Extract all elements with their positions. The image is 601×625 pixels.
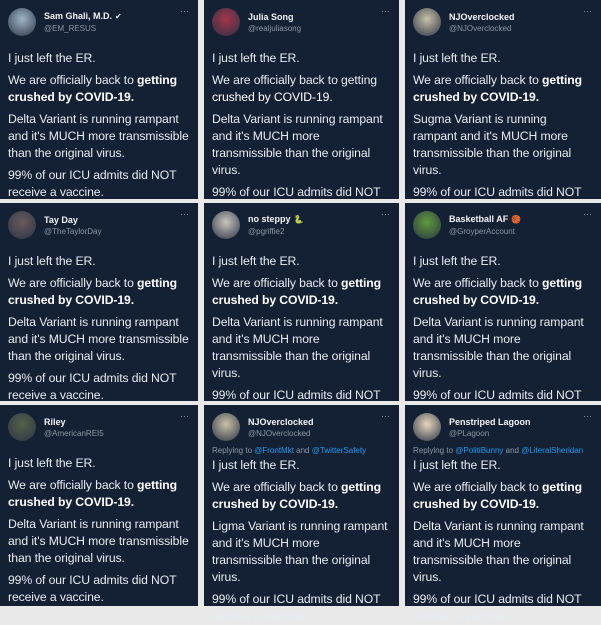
text-span: We are officially back to bbox=[413, 480, 543, 494]
user-names bbox=[44, 9, 122, 35]
tweet-header bbox=[413, 209, 593, 241]
avatar[interactable] bbox=[8, 8, 36, 36]
tweet-header bbox=[413, 6, 593, 38]
tweet-header bbox=[8, 6, 190, 38]
avatar[interactable] bbox=[212, 211, 240, 239]
text-span: We are officially back to getting bbox=[212, 73, 377, 87]
bold-text: . bbox=[535, 90, 540, 104]
bold-text: crushed by COVID-19. bbox=[212, 90, 333, 104]
user-handle[interactable]: @EM_RESUS bbox=[44, 24, 97, 33]
display-name[interactable]: Sam Ghali, M.D. bbox=[44, 11, 113, 21]
tweet-paragraph: 99% of our ICU admits did NOT receive a vaccine. bbox=[413, 592, 582, 623]
bold-text: getting crushed by COVID-19 bbox=[212, 276, 381, 307]
bold-text: . bbox=[130, 293, 135, 307]
tweet-paragraph: 99% of our ICU admits did NOT bbox=[212, 388, 381, 402]
name-badge-icon: ✔ bbox=[115, 12, 122, 21]
tweet-header bbox=[8, 209, 190, 241]
tweet-paragraph bbox=[413, 479, 593, 513]
tweet-paragraph bbox=[212, 275, 391, 309]
tweet-paragraph: Delta Variant is running rampant and it's MUCH more transmissible than the original virus. bbox=[212, 112, 383, 177]
tweet-paragraph bbox=[8, 275, 190, 309]
tweet-paragraph: Delta Variant is running rampant and it's MUCH more transmissible than the original virus. bbox=[8, 517, 189, 565]
tweet-paragraph: Ligma Variant is running rampant and it's MUCH more transmissible than the original virus. bbox=[212, 519, 388, 584]
bold-text: . bbox=[130, 90, 135, 104]
bold-text: getting crushed by COVID-19 bbox=[8, 478, 177, 509]
bold-text: . bbox=[535, 293, 540, 307]
tweet-text bbox=[212, 50, 391, 218]
replying-prefix: Replying to bbox=[413, 446, 456, 455]
user-names bbox=[449, 415, 534, 440]
more-options-icon[interactable]: ··· bbox=[180, 411, 189, 421]
tweet-paragraph: Delta Variant is running rampant and it's MUCH more transmissible than the original virus. bbox=[413, 315, 584, 380]
user-handle[interactable]: @AmericanREI5 bbox=[44, 428, 104, 438]
tweet-paragraph: Delta Variant is running rampant and it's MUCH more transmissible than the original virus. bbox=[8, 112, 189, 160]
tweet-header bbox=[212, 209, 391, 241]
mention-link[interactable]: @FrontMkt bbox=[254, 446, 294, 455]
tweet-paragraph: Delta Variant is running rampant and it's MUCH more transmissible than the original virus. bbox=[413, 519, 584, 584]
tweet-header bbox=[212, 6, 391, 38]
tweet-header bbox=[413, 411, 593, 443]
tweet-paragraph bbox=[8, 72, 190, 106]
tweet-paragraph: 99% of our ICU admits did NOT bbox=[212, 185, 381, 199]
tweet-text bbox=[8, 455, 190, 606]
text-span: We are officially back to bbox=[413, 276, 543, 290]
display-name[interactable]: Basketball AF bbox=[449, 214, 509, 224]
tweet-paragraph bbox=[212, 72, 391, 106]
tweet-paragraph: 99% of our ICU admits did NOT receive a vaccine. bbox=[212, 592, 381, 623]
tweet-paragraph: I just left the ER. bbox=[212, 51, 300, 65]
user-names bbox=[44, 415, 104, 440]
user-handle[interactable]: @NJOverclocked bbox=[449, 23, 512, 33]
tweet-paragraph: 99% of our ICU admits did NOT receive a vaccine. bbox=[8, 168, 177, 199]
user-names bbox=[248, 212, 303, 238]
display-name[interactable]: Riley bbox=[44, 416, 66, 427]
more-options-icon[interactable]: ··· bbox=[180, 6, 189, 16]
tweet-paragraph bbox=[8, 477, 190, 511]
text-span: We are officially back to bbox=[8, 73, 138, 87]
tweet-text bbox=[212, 457, 391, 625]
tweet-paragraph: I just left the ER. bbox=[413, 254, 501, 268]
tweet-card bbox=[405, 0, 601, 199]
tweet-paragraph bbox=[212, 479, 391, 513]
tweet-text bbox=[413, 457, 593, 625]
more-options-icon[interactable]: ··· bbox=[381, 6, 390, 16]
bold-text: . bbox=[334, 497, 339, 511]
display-name[interactable]: NJOverclocked bbox=[248, 416, 314, 427]
name-badge-icon: 🐍 bbox=[293, 215, 304, 224]
user-handle[interactable]: @GroyperAccount bbox=[449, 227, 515, 236]
bold-text: getting crushed by COVID-19 bbox=[413, 480, 582, 511]
tweet-paragraph: I just left the ER. bbox=[8, 51, 96, 65]
tweet-text bbox=[413, 50, 593, 218]
user-names bbox=[449, 10, 518, 35]
tweet-card bbox=[0, 405, 198, 606]
replying-and: and bbox=[293, 446, 312, 455]
user-names bbox=[248, 10, 301, 35]
tweet-paragraph: I just left the ER. bbox=[212, 458, 300, 472]
bold-text: getting crushed by COVID-19 bbox=[413, 73, 582, 104]
tweet-paragraph bbox=[413, 275, 593, 309]
more-options-icon[interactable]: ··· bbox=[583, 209, 592, 219]
avatar[interactable] bbox=[413, 8, 441, 36]
tweet-paragraph: 99% of our ICU admits did NOT receive a vaccine. bbox=[8, 371, 177, 402]
tweet-paragraph: Sugma Variant is running rampant and it's MUCH more transmissible than the original virus. bbox=[413, 112, 572, 177]
replying-prefix: Replying to bbox=[212, 446, 255, 455]
mention-link[interactable]: @PolitiBunny bbox=[455, 446, 504, 455]
tweet-header bbox=[8, 411, 190, 443]
bold-text: getting crushed by COVID-19 bbox=[8, 73, 177, 104]
more-options-icon[interactable]: ··· bbox=[583, 6, 592, 16]
text-span: We are officially back to bbox=[413, 73, 543, 87]
display-name[interactable]: no steppy bbox=[248, 214, 291, 224]
bold-text: . bbox=[130, 495, 135, 509]
tweet-card bbox=[0, 0, 198, 199]
avatar[interactable] bbox=[8, 211, 36, 239]
tweet-card bbox=[204, 0, 399, 199]
avatar[interactable] bbox=[413, 413, 441, 441]
avatar[interactable] bbox=[212, 8, 240, 36]
user-names bbox=[248, 415, 317, 440]
bold-text: . bbox=[334, 293, 339, 307]
tweet-card bbox=[204, 203, 399, 401]
tweet-paragraph: I just left the ER. bbox=[413, 458, 501, 472]
tweet-paragraph: 99% of our ICU admits did NOT bbox=[413, 388, 582, 402]
tweet-paragraph: 99% of our ICU admits did NOT bbox=[413, 185, 582, 199]
tweet-text bbox=[413, 253, 593, 421]
tweet-paragraph: I just left the ER. bbox=[8, 254, 96, 268]
display-name[interactable]: Penstriped Lagoon bbox=[449, 416, 531, 427]
tweet-card bbox=[405, 203, 601, 401]
name-badge-icon: 🏀 bbox=[511, 215, 522, 224]
text-span: We are officially back to bbox=[8, 276, 138, 290]
tweet-paragraph: I just left the ER. bbox=[413, 51, 501, 65]
text-span: We are officially back to bbox=[8, 478, 138, 492]
display-name[interactable]: Julia Song bbox=[248, 11, 294, 22]
user-names bbox=[449, 212, 521, 238]
tweet-header bbox=[212, 411, 391, 443]
display-name[interactable]: NJOverclocked bbox=[449, 11, 515, 22]
replying-and: and bbox=[503, 446, 522, 455]
bold-text: . bbox=[535, 497, 540, 511]
tweet-paragraph: 99% of our ICU admits did NOT receive a vaccine. bbox=[8, 573, 177, 604]
text-span: We are officially back to bbox=[212, 480, 342, 494]
display-name[interactable]: Tay Day bbox=[44, 214, 78, 225]
tweet-card bbox=[405, 405, 601, 623]
tweet-paragraph: Delta Variant is running rampant and it's MUCH more transmissible than the original virus. bbox=[8, 315, 189, 363]
tweet-paragraph: I just left the ER. bbox=[212, 254, 300, 268]
tweet-text bbox=[8, 253, 190, 404]
bold-text: getting crushed by COVID-19 bbox=[8, 276, 177, 307]
more-options-icon[interactable]: ··· bbox=[583, 411, 592, 421]
more-options-icon[interactable]: ··· bbox=[381, 411, 390, 421]
text-span: We are officially back to bbox=[212, 276, 342, 290]
mention-link[interactable]: @TwitterSafety bbox=[311, 446, 367, 455]
replying-to bbox=[413, 446, 593, 455]
replying-to bbox=[212, 446, 391, 455]
avatar[interactable] bbox=[413, 211, 441, 239]
tweet-text bbox=[8, 50, 190, 201]
user-handle[interactable]: @pgriffie2 bbox=[248, 227, 285, 236]
user-handle[interactable]: @PLagoon bbox=[449, 428, 490, 438]
tweet-card bbox=[204, 405, 399, 623]
tweet-paragraph: I just left the ER. bbox=[8, 456, 96, 470]
avatar[interactable] bbox=[8, 413, 36, 441]
mention-link[interactable]: @LiteralSheridan bbox=[521, 446, 584, 455]
tweet-text bbox=[212, 253, 391, 421]
avatar[interactable] bbox=[212, 413, 240, 441]
tweet-paragraph bbox=[413, 72, 593, 106]
more-options-icon[interactable]: ··· bbox=[180, 209, 189, 219]
bold-text: getting crushed by COVID-19 bbox=[413, 276, 582, 307]
tweet-card bbox=[0, 203, 198, 401]
tweet-paragraph: Delta Variant is running rampant and it's MUCH more transmissible than the original virus. bbox=[212, 315, 383, 380]
more-options-icon[interactable]: ··· bbox=[381, 209, 390, 219]
user-names bbox=[44, 213, 101, 238]
user-handle[interactable]: @NJOverclocked bbox=[248, 428, 311, 438]
user-handle[interactable]: @TheTaylorDay bbox=[44, 226, 102, 236]
bold-text: getting crushed by COVID-19 bbox=[212, 480, 381, 511]
user-handle[interactable]: @realjuliasong bbox=[248, 23, 302, 33]
